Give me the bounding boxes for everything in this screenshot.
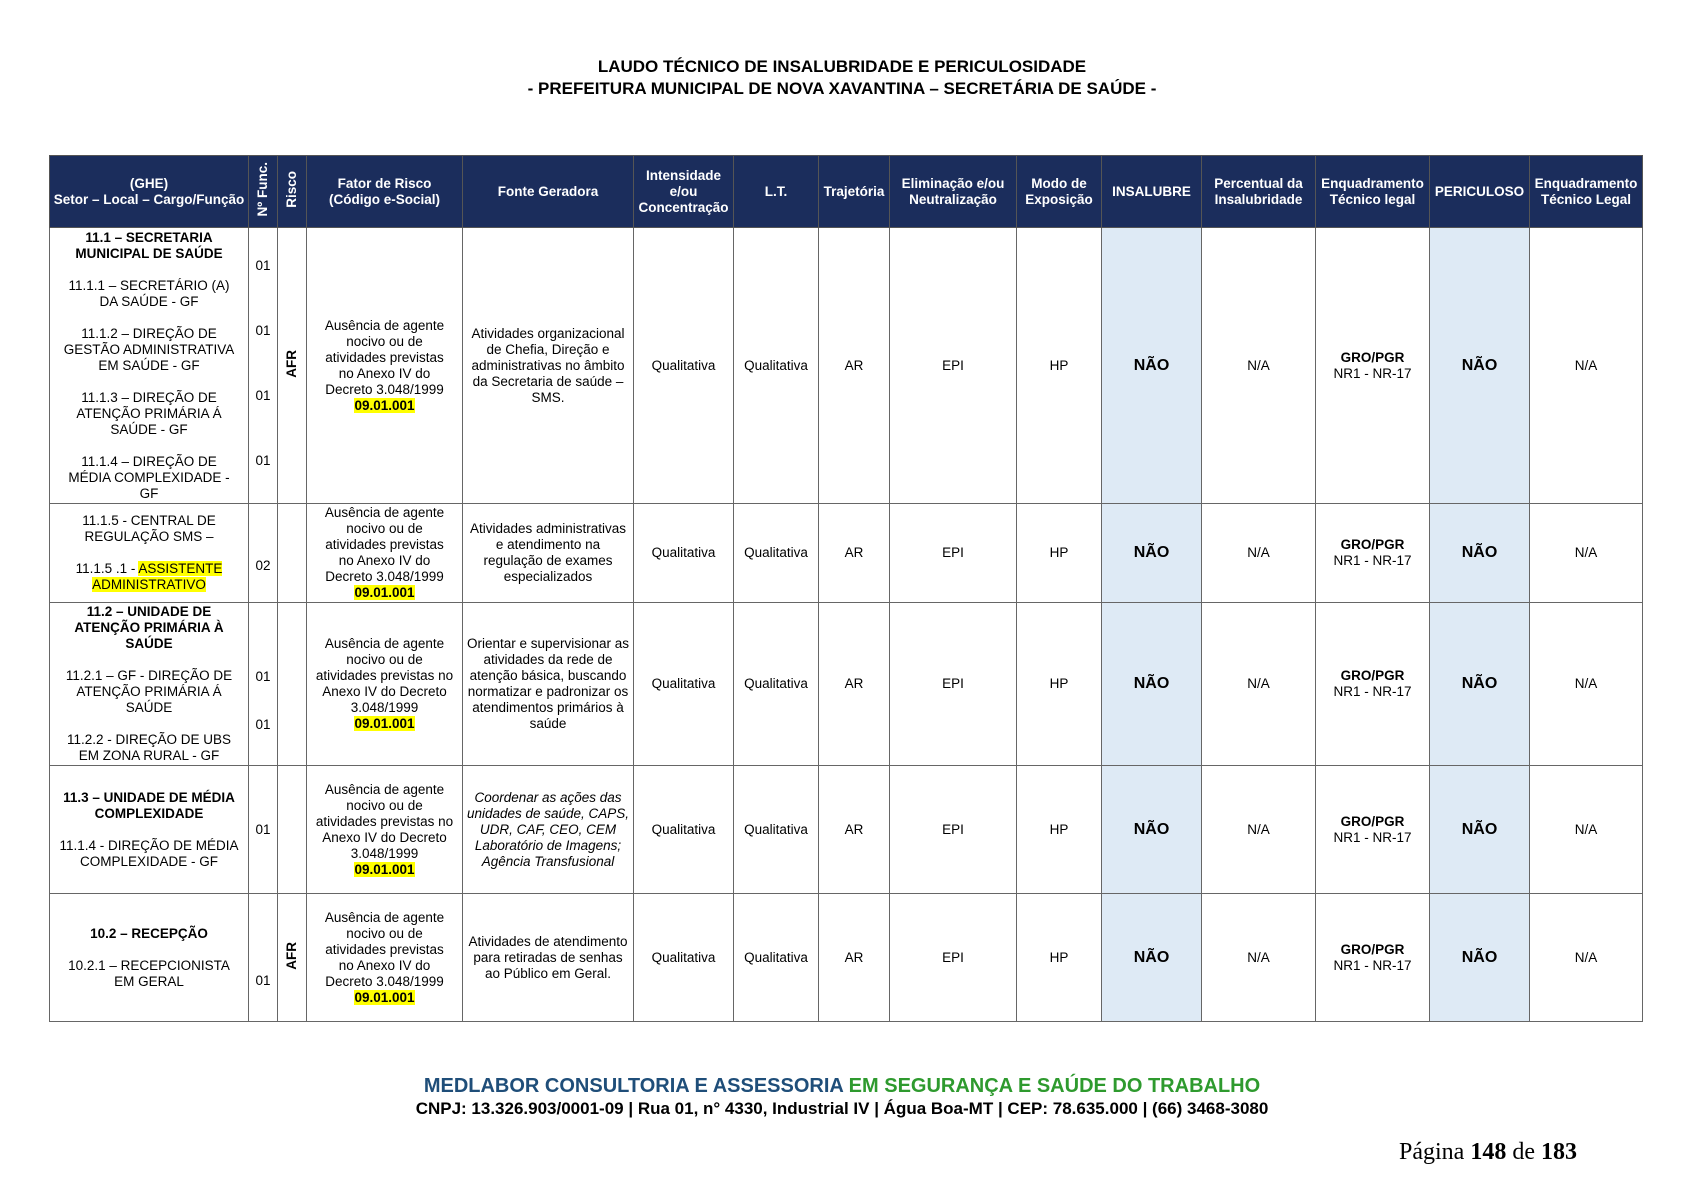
intensidade-cell: Qualitativa <box>634 504 734 603</box>
col-modo: Modo de Exposição <box>1017 156 1102 228</box>
modo-cell: HP <box>1017 766 1102 894</box>
modo-cell: HP <box>1017 504 1102 603</box>
risco-cell: AFR <box>278 894 307 1022</box>
intensidade-cell: Qualitativa <box>634 894 734 1022</box>
lt-cell: Qualitativa <box>734 894 819 1022</box>
table-row <box>50 894 1643 1022</box>
fator-cell: Ausência de agente nocivo ou de atividades previstas no Anexo IV do Decreto 3.048/1999 09.01.001 <box>307 228 463 504</box>
highlighted-role: ASSISTENTE <box>138 561 223 576</box>
table-row <box>50 228 1643 504</box>
periculoso-cell: NÃO <box>1430 894 1530 1022</box>
fonte-cell: Atividades organizacional de Chefia, Direção e administrativas no âmbito da Secretaria de saúde – SMS. <box>463 228 634 504</box>
periculoso-cell: NÃO <box>1430 766 1530 894</box>
nfunc-cell: 01 <box>249 894 278 1022</box>
esocial-code: 09.01.001 <box>354 861 415 877</box>
intensidade-cell: Qualitativa <box>634 228 734 504</box>
intensidade-cell: Qualitativa <box>634 766 734 894</box>
enquadramento-cell: GRO/PGR NR1 - NR-17 <box>1316 504 1430 603</box>
footer-company-name: MEDLABOR CONSULTORIA E ASSESSORIA <box>423 1075 844 1097</box>
percentual-cell: N/A <box>1202 603 1316 766</box>
lt-cell: Qualitativa <box>734 228 819 504</box>
esocial-code: 09.01.001 <box>354 716 415 731</box>
insalubre-cell: NÃO <box>1102 766 1202 894</box>
highlighted-role: ADMINISTRATIVO <box>92 577 206 592</box>
setor-cell: 11.1.5 - CENTRAL DE REGULAÇÃO SMS – 11.1.5 .1 - ASSISTENTE ADMINISTRATIVO <box>50 504 249 603</box>
enquadramento-2-cell: N/A <box>1530 766 1643 894</box>
col-nfunc: Nº Func. <box>249 156 278 228</box>
risk-table <box>49 155 1643 1022</box>
footer-company-tagline: EM SEGURANÇA E SAÚDE DO TRABALHO <box>848 1075 1261 1097</box>
risco-cell <box>278 504 307 603</box>
table-row <box>50 504 1643 603</box>
esocial-code: 09.01.001 <box>354 989 415 1005</box>
fator-cell: Ausência de agente nocivo ou de atividades previstas no Anexo IV do Decreto 3.048/1999 09.01.001 <box>307 504 463 603</box>
insalubre-cell: NÃO <box>1102 504 1202 603</box>
modo-cell: HP <box>1017 603 1102 766</box>
document-title: LAUDO TÉCNICO DE INSALUBRIDADE E PERICULOSIDADE <box>597 57 1087 76</box>
fator-cell: Ausência de agente nocivo ou de atividades previstas no Anexo IV do Decreto 3.048/1999 09.01.001 <box>307 603 463 766</box>
nfunc-cell: 01 <box>249 766 278 894</box>
footer-address: CNPJ: 13.326.903/0001-09 | Rua 01, n° 4330, Industrial IV | Água Boa-MT | CEP: 78.635.000 | (66) 3468-3080 <box>415 1099 1269 1118</box>
enquadramento-2-cell: N/A <box>1530 228 1643 504</box>
fonte-cell: Atividades de atendimento para retiradas de senhas ao Público em Geral. <box>463 894 634 1022</box>
lt-cell: Qualitativa <box>734 504 819 603</box>
fonte-cell: Orientar e supervisionar as atividades da rede de atenção básica, buscando normatizar e padronizar os atendimentos primários à saúde <box>463 603 634 766</box>
risco-cell: AFR <box>278 228 307 504</box>
percentual-cell: N/A <box>1202 504 1316 603</box>
modo-cell: HP <box>1017 894 1102 1022</box>
enquadramento-2-cell: N/A <box>1530 603 1643 766</box>
fator-cell: Ausência de agente nocivo ou de atividades previstas no Anexo IV do Decreto 3.048/1999 09.01.001 <box>307 766 463 894</box>
table-header-row <box>50 156 1643 228</box>
col-enquadramento: Enquadramento Técnico legal <box>1316 156 1430 228</box>
document-subtitle: - PREFEITURA MUNICIPAL DE NOVA XAVANTINA – SECRETÁRIA DE SAÚDE - <box>527 79 1157 98</box>
table-row <box>50 603 1643 766</box>
modo-cell: HP <box>1017 228 1102 504</box>
col-eliminacao: Eliminação e/ou Neutralização <box>890 156 1017 228</box>
page-number: Página 148 de 183 <box>1399 1139 1577 1165</box>
nfunc-cell: 01 01 <box>249 603 278 766</box>
col-percentual: Percentual da Insalubridade <box>1202 156 1316 228</box>
periculoso-cell: NÃO <box>1430 228 1530 504</box>
col-lt: L.T. <box>734 156 819 228</box>
fonte-cell: Atividades administrativas e atendimento na regulação de exames especializados <box>463 504 634 603</box>
periculoso-cell: NÃO <box>1430 603 1530 766</box>
fator-cell: Ausência de agente nocivo ou de atividades previstas no Anexo IV do Decreto 3.048/1999 09.01.001 <box>307 894 463 1022</box>
col-fonte: Fonte Geradora <box>463 156 634 228</box>
lt-cell: Qualitativa <box>734 766 819 894</box>
setor-cell: 10.2 – RECEPÇÃO 10.2.1 – RECEPCIONISTA EM GERAL <box>50 894 249 1022</box>
insalubre-cell: NÃO <box>1102 894 1202 1022</box>
enquadramento-cell: GRO/PGR NR1 - NR-17 <box>1316 228 1430 504</box>
percentual-cell: N/A <box>1202 766 1316 894</box>
trajetoria-cell: AR <box>819 228 890 504</box>
table-row <box>50 766 1643 894</box>
eliminacao-cell: EPI <box>890 766 1017 894</box>
setor-cell: 11.2 – UNIDADE DE ATENÇÃO PRIMÁRIA À SAÚDE 11.2.1 – GF - DIREÇÃO DE ATENÇÃO PRIMÁRIA Á SAÚDE 11.2.2 - DIREÇÃO DE UBS EM ZONA RURAL - GF <box>50 603 249 766</box>
insalubre-cell: NÃO <box>1102 228 1202 504</box>
periculoso-cell: NÃO <box>1430 504 1530 603</box>
fonte-cell: Coordenar as ações das unidades de saúde, CAPS, UDR, CAF, CEO, CEM Laboratório de Imagens; Agência Transfusional <box>463 766 634 894</box>
percentual-cell: N/A <box>1202 228 1316 504</box>
footer-company <box>0 1075 1684 1098</box>
col-trajetoria: Trajetória <box>819 156 890 228</box>
risco-cell <box>278 766 307 894</box>
lt-cell: Qualitativa <box>734 603 819 766</box>
enquadramento-cell: GRO/PGR NR1 - NR-17 <box>1316 766 1430 894</box>
trajetoria-cell: AR <box>819 504 890 603</box>
col-periculoso: PERICULOSO <box>1430 156 1530 228</box>
esocial-code: 09.01.001 <box>354 585 415 600</box>
percentual-cell: N/A <box>1202 894 1316 1022</box>
esocial-code: 09.01.001 <box>354 397 415 413</box>
eliminacao-cell: EPI <box>890 894 1017 1022</box>
trajetoria-cell: AR <box>819 603 890 766</box>
eliminacao-cell: EPI <box>890 228 1017 504</box>
col-fator: Fator de Risco (Código e-Social) <box>307 156 463 228</box>
enquadramento-2-cell: N/A <box>1530 894 1643 1022</box>
intensidade-cell: Qualitativa <box>634 603 734 766</box>
col-enquadramento-2: Enquadramento Técnico Legal <box>1530 156 1643 228</box>
col-risco: Risco <box>278 156 307 228</box>
setor-cell: 11.3 – UNIDADE DE MÉDIA COMPLEXIDADE 11.1.4 - DIREÇÃO DE MÉDIA COMPLEXIDADE - GF <box>50 766 249 894</box>
trajetoria-cell: AR <box>819 766 890 894</box>
enquadramento-cell: GRO/PGR NR1 - NR-17 <box>1316 894 1430 1022</box>
insalubre-cell: NÃO <box>1102 603 1202 766</box>
col-intensidade: Intensidade e/ou Concentração <box>634 156 734 228</box>
nfunc-cell: 01 01 01 01 <box>249 228 278 504</box>
eliminacao-cell: EPI <box>890 504 1017 603</box>
col-ghe: (GHE) Setor – Local – Cargo/Função <box>50 156 249 228</box>
enquadramento-2-cell: N/A <box>1530 504 1643 603</box>
eliminacao-cell: EPI <box>890 603 1017 766</box>
risco-cell <box>278 603 307 766</box>
trajetoria-cell: AR <box>819 894 890 1022</box>
nfunc-cell: 02 <box>249 504 278 603</box>
col-insalubre: INSALUBRE <box>1102 156 1202 228</box>
enquadramento-cell: GRO/PGR NR1 - NR-17 <box>1316 603 1430 766</box>
setor-cell: 11.1 – SECRETARIA MUNICIPAL DE SAÚDE 11.1.1 – SECRETÁRIO (A) DA SAÚDE - GF 11.1.2 – DIREÇÃO DE GESTÃO ADMINISTRATIVA EM SAÚDE - GF 11.1.3 – DIREÇÃO DE ATENÇÃO PRIMÁRIA Á SAÚDE - GF 11.1.4 – DIREÇÃO DE MÉDIA COMPLEXIDADE - GF <box>50 228 249 504</box>
